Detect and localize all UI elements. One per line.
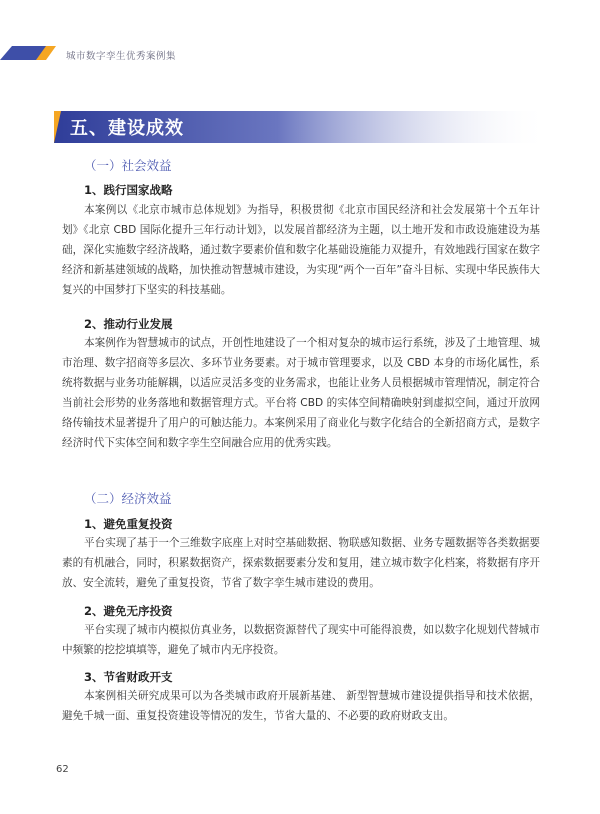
item-heading-avoid-disorderly-investment: 2、避免无序投资 [84, 604, 173, 618]
header-decoration [0, 46, 70, 60]
item-heading-national-strategy: 1、践行国家战略 [84, 183, 173, 197]
running-header-title: 城市数字孪生优秀案例集 [66, 51, 177, 62]
page-number: 62 [56, 764, 69, 775]
paragraph-industry-development: 本案例作为智慧城市的试点，开创性地建设了一个相对复杂的城市运行系统，涉及了土地管理、城市治理、数字招商等多层次、多环节业务要素。对于城市管理要求，以及 CBD 本身的市场化属性，系统将数据与业务功能解耦，以适应灵活多变的业务需求，也能让业务人员根据城市管理情况，制定符合当前社会形势的业务落地和数据管理方式。平台将 CBD 的实体空间精确映射到虚拟空间，通过开放网络传输技术显著提升了用户的可触达能力。本案例采用了商业化与数字化结合的全新招商方式，是数字经济时代下实体空间和数字孪生空间融合应用的优秀实践。 [62, 337, 540, 449]
economic-benefits-heading: （二）经济效益 [84, 491, 172, 506]
paragraph-avoid-duplicate-investment: 平台实现了基于一个三维数字底座上对时空基础数据、物联感知数据、业务专题数据等各类数据要素的有机融合，同时，积累数据资产，探索数据要素分发和复用，建立城市数字化档案，将数据有序开放、安全流转，避免了重复投资，节省了数字孪生城市建设的费用。 [62, 537, 540, 589]
social-benefits-heading: （一）社会效益 [84, 158, 172, 173]
item-heading-industry-development: 2、推动行业发展 [84, 317, 173, 331]
item-heading-save-fiscal-expenditure: 3、节省财政开支 [84, 670, 173, 684]
paragraph-national-strategy: 本案例以《北京市城市总体规划》为指导，积极贯彻《北京市国民经济和社会发展第十个五年计划》《北京 CBD 国际化提升三年行动计划》，以发展首都经济为主题，以土地开发和市政设施建设为基础，深化实施数字经济战略，通过数字要素价值和数字化基础设施能力双提升，有效地践行国家在数字经济和新基建领域的战略，加快推动智慧城市建设，为实现“两个一百年”奋斗目标、实现中华民族伟大复兴的中国梦打下坚实的科技基础。 [62, 204, 540, 296]
paragraph-save-fiscal-expenditure: 本案例相关研究成果可以为各类城市政府开展新基建、 新型智慧城市建设提供指导和技术依据，避免千城一面、重复投资建设等情况的发生，节省大量的、不必要的政府财政支出。 [62, 690, 540, 722]
paragraph-avoid-disorderly-investment: 平台实现了城市内模拟仿真业务，以数据资源替代了现实中可能得浪费，如以数字化规划代替城市中频繁的挖挖填填等，避免了城市内无序投资。 [62, 624, 540, 656]
section-title: 五、建设成效 [70, 118, 184, 139]
item-heading-avoid-duplicate-investment: 1、避免重复投资 [84, 517, 173, 531]
